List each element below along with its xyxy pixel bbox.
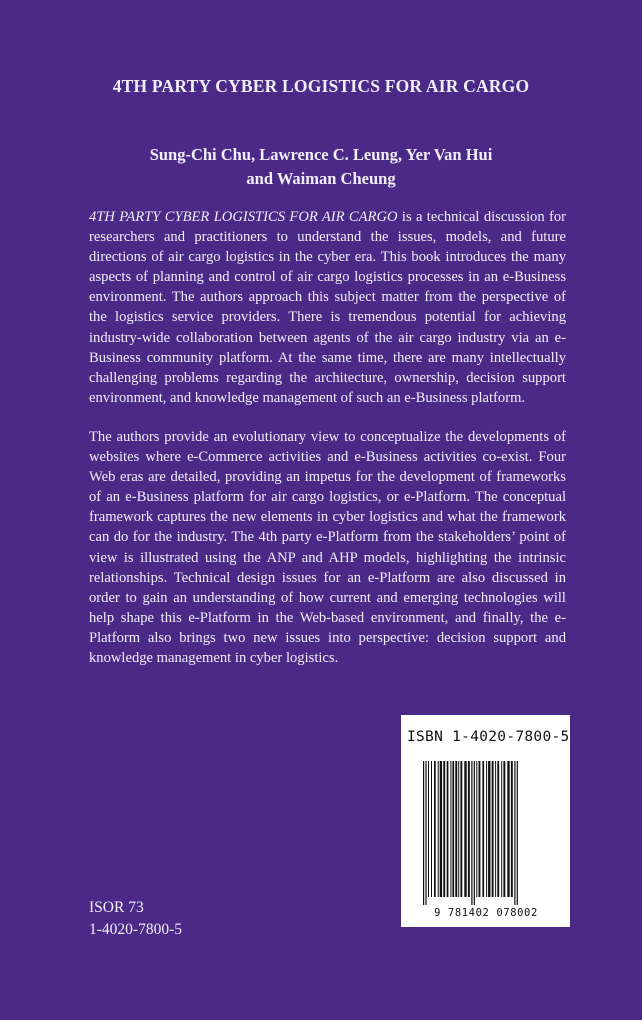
barcode-bar bbox=[479, 761, 481, 897]
barcode bbox=[423, 761, 549, 905]
barcode-bar bbox=[452, 761, 454, 897]
barcode-bar bbox=[428, 761, 429, 897]
barcode-bar bbox=[503, 761, 505, 897]
barcode-bar bbox=[431, 761, 432, 897]
barcode-bar bbox=[458, 761, 459, 897]
book-title: 4TH PARTY CYBER LOGISTICS FOR AIR CARGO bbox=[112, 76, 530, 96]
authors bbox=[0, 143, 642, 191]
blurb-paragraph-2: The authors provide an evolutionary view to conceptualize the developments of websites where e-Commerce activities and e-Business activities co-exist. Four Web eras are detailed, providing an impetus for the development of frameworks of an e-Business platform for air cargo logistics, or e-Platform. The conceptual framework captures the new elements in cyber logistics and what the framework can do for the industry. The 4th party e-Platform from the stakeholders’ point of view is illustrated using the ANP and AHP models, highlighting the intrinsic relationships. Technical design issues for an e-Platform are also discussed in order to gain an understanding of how current and emerging technologies will help shape this e-Platform in the Web-based environment, and finally, the e-Platform also brings two new issues into perspective: decision support and knowledge management in cyber logistics. bbox=[89, 428, 566, 666]
barcode-bar bbox=[514, 761, 515, 905]
barcode-bar bbox=[507, 761, 509, 897]
barcode-bar bbox=[471, 761, 472, 905]
barcode-bar bbox=[486, 761, 487, 897]
blurb-paragraph-1 bbox=[89, 207, 566, 408]
isbn-label: ISBN 1-4020-7800-5 bbox=[407, 729, 570, 745]
barcode-bar bbox=[468, 761, 470, 897]
barcode-bar bbox=[455, 761, 457, 897]
barcode-bar bbox=[482, 761, 484, 897]
barcode-bar bbox=[474, 761, 475, 905]
barcode-bar bbox=[438, 761, 439, 897]
blurb-title-italic: 4TH PARTY CYBER LOGISTICS FOR AIR CARGO bbox=[89, 209, 398, 225]
blurb bbox=[89, 207, 566, 687]
barcode-bar bbox=[423, 761, 424, 905]
barcode-bar bbox=[501, 761, 502, 897]
barcode-bar bbox=[460, 761, 462, 897]
authors-line-2: and Waiman Cheung bbox=[246, 169, 396, 188]
barcode-bar bbox=[495, 761, 496, 897]
barcode-bar bbox=[488, 761, 490, 897]
authors-line-1: Sung-Chi Chu, Lawrence C. Leung, Yer Van Hui bbox=[149, 145, 493, 164]
barcode-bar bbox=[497, 761, 499, 897]
barcode-bar bbox=[464, 761, 466, 897]
barcode-bar bbox=[517, 761, 518, 905]
barcode-bar bbox=[440, 761, 442, 897]
isbn-text: 1-4020-7800-5 bbox=[89, 921, 182, 938]
barcode-bar bbox=[434, 761, 436, 897]
barcode-bar bbox=[425, 761, 426, 905]
blurb-paragraph-1-text: is a technical discussion for researchers and practitioners to understand the issues, models, and future directions of air cargo logistics in the cyber era. This book introduces the many aspects of planning and control of air cargo logistics processes in an e-Business environment. The authors approach this subject matter from the perspective of the logistics service providers. There is tremendous potential for achieving industry-wide collaboration between agents of the air cargo industry via an e-Business community platform. At the same time, there are many intellectually challenging problems regarding the architecture, ownership, decision support environment, and knowledge management of such an e-Business platform. bbox=[89, 209, 567, 406]
series-info bbox=[89, 897, 182, 941]
barcode-bar bbox=[511, 761, 513, 897]
series-number: ISOR 73 bbox=[89, 899, 144, 916]
barcode-bar bbox=[447, 761, 449, 897]
barcode-bar bbox=[476, 761, 477, 897]
barcode-bar bbox=[443, 761, 445, 897]
barcode-digits: 9 781402 078002 bbox=[434, 907, 538, 919]
barcode-bar bbox=[450, 761, 451, 897]
barcode-bar bbox=[492, 761, 494, 897]
isbn-barcode-box bbox=[401, 715, 570, 927]
